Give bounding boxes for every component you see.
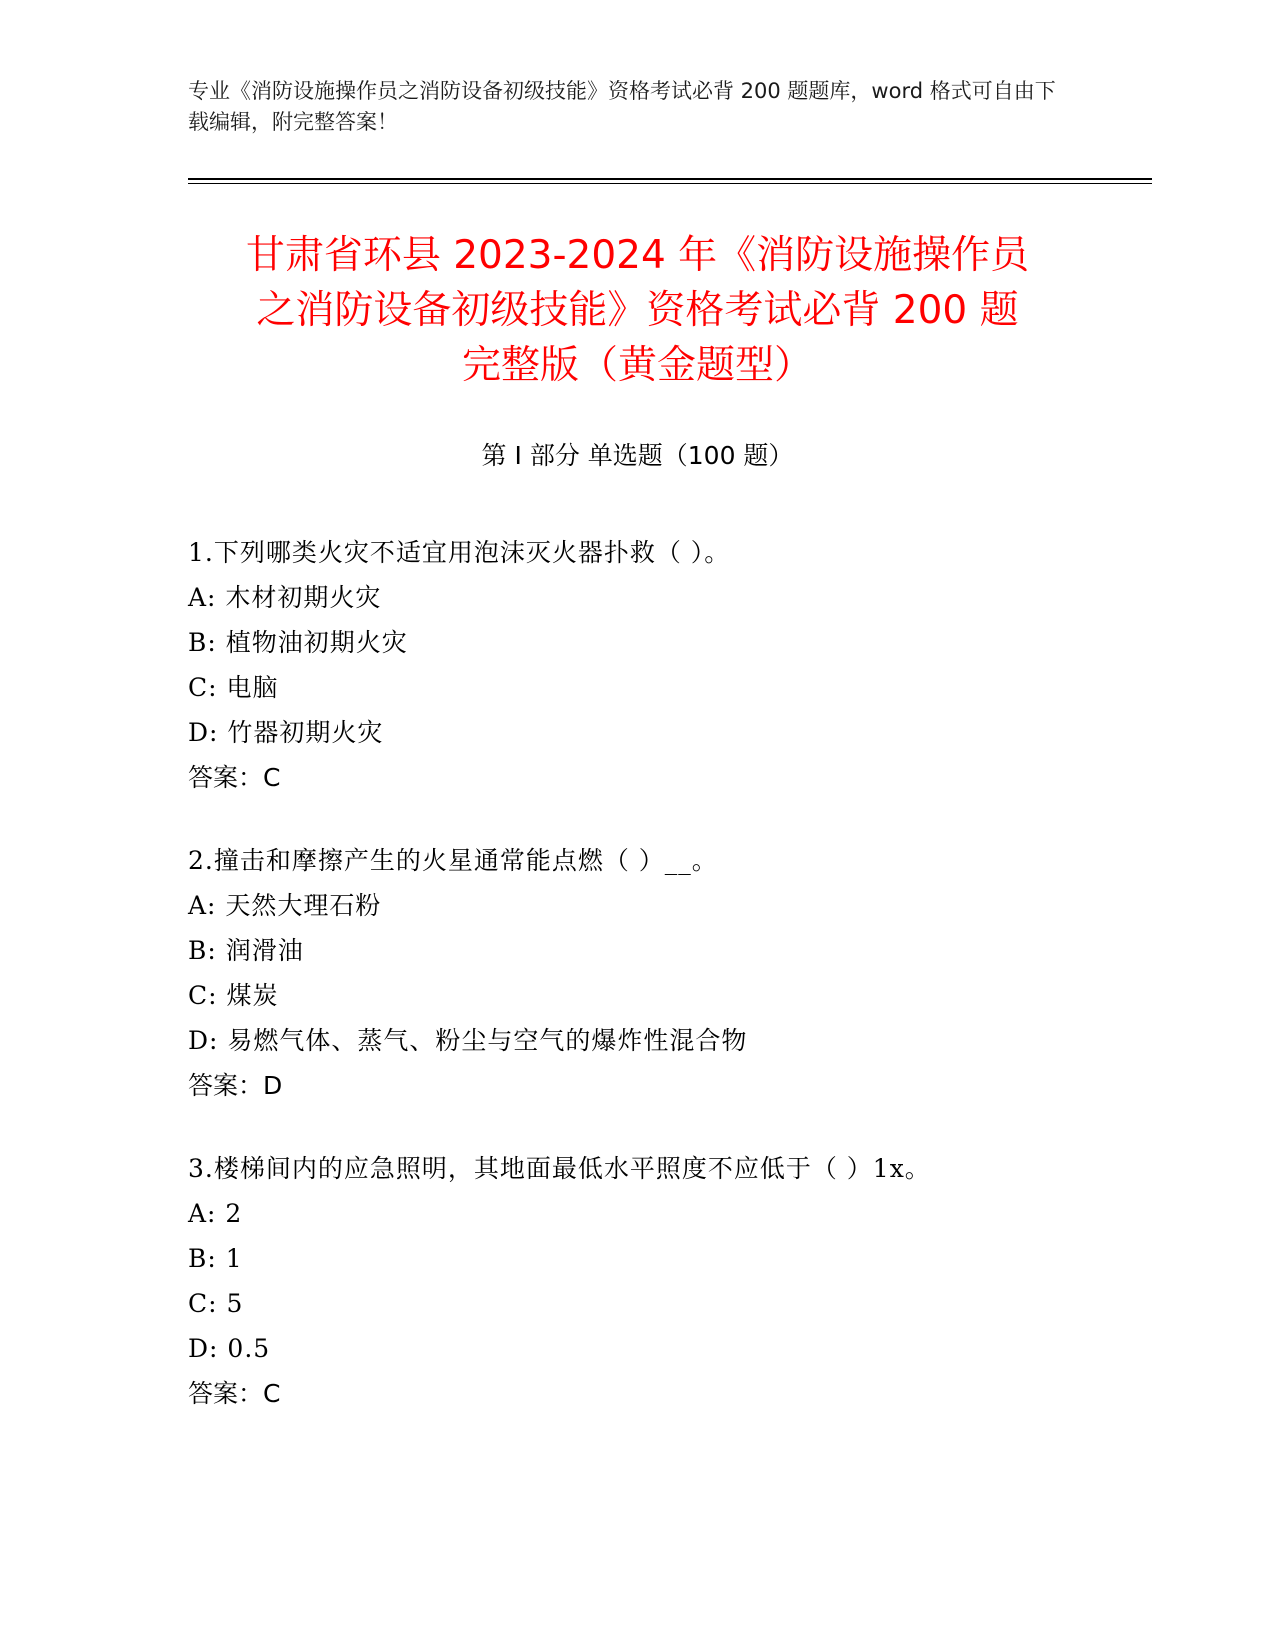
option-a: A: 木材初期火灾: [188, 583, 382, 612]
title-line-1: 甘肃省环县 2023-2024 年《消防设施操作员: [245, 233, 1030, 278]
option-d: D: 易燃气体、蒸气、粉尘与空气的爆炸性混合物: [188, 1026, 748, 1055]
question-stem: 3.楼梯间内的应急照明，其地面最低水平照度不应低于（ ）1x。: [188, 1154, 931, 1183]
option-b: B: 润滑油: [188, 936, 304, 965]
answer: 答案：D: [188, 1071, 283, 1100]
title-line-3: 完整版（黄金题型）: [461, 343, 813, 388]
title-line-2: 之消防设备初级技能》资格考试必背 200 题: [256, 288, 1019, 333]
option-d: D: 竹器初期火灾: [188, 718, 384, 747]
option-c: C: 煤炭: [188, 981, 279, 1010]
question-list: [188, 530, 1128, 1454]
answer: 答案：C: [188, 763, 281, 792]
option-b: B: 1: [188, 1244, 243, 1273]
question-stem: 2.撞击和摩擦产生的火星通常能点燃（ ）__。: [188, 846, 718, 875]
option-b: B: 植物油初期火灾: [188, 628, 408, 657]
option-a: A: 2: [188, 1199, 243, 1228]
question-3: [188, 1146, 1128, 1416]
header-divider-thin: [188, 183, 1152, 184]
document-title: [150, 228, 1125, 393]
header-note: 专业《消防设施操作员之消防设备初级技能》资格考试必背 200 题题库，word 格式可自由下载编辑，附完整答案！: [188, 79, 1056, 134]
question-1: [188, 530, 1128, 800]
option-a: A: 天然大理石粉: [188, 891, 382, 920]
option-c: C: 5: [188, 1289, 244, 1318]
section-title: 第 I 部分 单选题（100 题）: [481, 441, 794, 470]
header-divider-thick: [188, 178, 1152, 180]
question-2: [188, 838, 1128, 1108]
question-stem: 1.下列哪类火灾不适宜用泡沫灭火器扑救（ ）。: [188, 538, 731, 567]
answer: 答案：C: [188, 1379, 281, 1408]
option-c: C: 电脑: [188, 673, 279, 702]
option-d: D: 0.5: [188, 1334, 271, 1363]
